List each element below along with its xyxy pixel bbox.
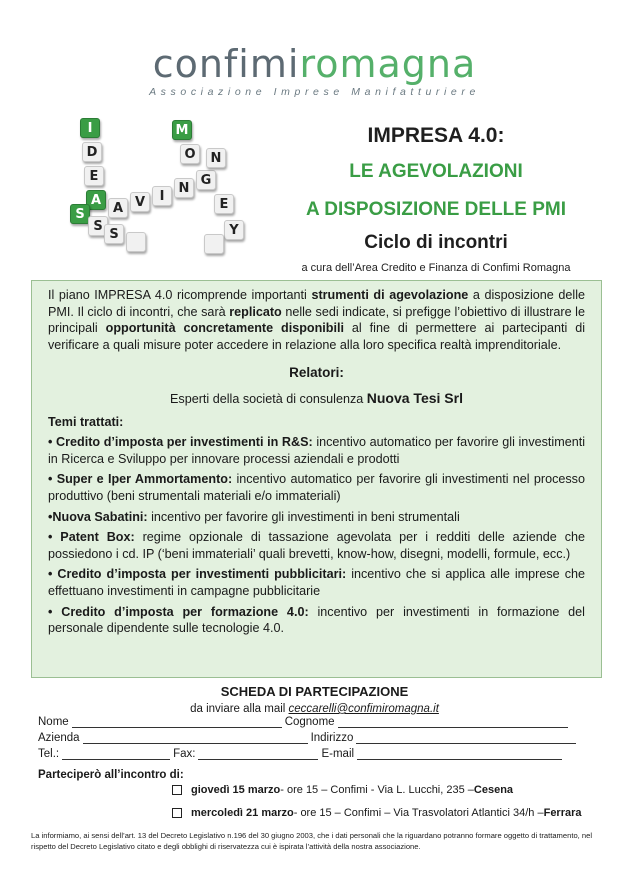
indirizzo-label: Indirizzo xyxy=(310,732,354,744)
tile-d: D xyxy=(82,142,102,162)
tile-m: M xyxy=(172,120,192,140)
topic-desc: incentivo per favorire gli investimenti in beni strumentali xyxy=(147,509,460,524)
tile-saving-g: G xyxy=(196,170,216,190)
topic-title: • Super e Iper Ammortamento: xyxy=(48,472,233,487)
topic-title: • Credito d’imposta per investimenti in R&S: xyxy=(48,435,313,450)
tile-o: O xyxy=(180,144,200,164)
intro-paragraph xyxy=(48,287,585,353)
option-city: Ferrara xyxy=(543,807,582,819)
registration-heading: SCHEDA DI PARTECIPAZIONE xyxy=(220,684,409,699)
tile-saving-a: A xyxy=(108,198,128,218)
tile-blank2 xyxy=(204,234,224,254)
intro-bold-3: opportunità concretamente disponibili xyxy=(105,321,344,336)
intro-text-3: nelle sedi indicate, si prefigge l’obiettivo di illustrare le principali xyxy=(48,304,585,336)
tile-blank1 xyxy=(126,232,146,252)
form-row-contacts xyxy=(38,748,598,760)
form-row-nome xyxy=(38,716,598,728)
registration-send-line xyxy=(0,703,629,715)
tile-s3: S xyxy=(104,224,124,244)
tile-n: N xyxy=(206,148,226,168)
azienda-field[interactable] xyxy=(83,733,308,744)
tile-e2: E xyxy=(214,194,234,214)
tile-e: E xyxy=(84,166,104,186)
tile-s: S xyxy=(70,204,90,224)
topic-desc: incentivo che si applica alle imprese che effettuano investimenti in campagne pubblicitarie xyxy=(48,567,585,598)
checkbox-cesena[interactable] xyxy=(172,785,182,795)
tile-saving-i: I xyxy=(152,186,172,206)
topic-title: • Patent Box: xyxy=(48,530,135,545)
intro-bold-2: replicato xyxy=(229,304,282,319)
topic-item xyxy=(48,471,585,504)
intro-text-1: Il piano IMPRESA 4.0 ricomprende importanti xyxy=(48,288,312,302)
logo-tagline: Associazione Imprese Manifatturiere xyxy=(149,86,480,98)
tile-a: A xyxy=(86,190,106,210)
email-label: E-mail xyxy=(321,748,355,760)
option-cesena[interactable] xyxy=(172,784,513,796)
subtitle-line-2: A DISPOSIZIONE DELLE PMI xyxy=(305,199,567,220)
option-date: giovedì 15 marzo xyxy=(191,784,281,796)
form-row-azienda xyxy=(38,732,598,744)
relatori-desc: Esperti della società di consulenza xyxy=(170,391,367,406)
relatori-text xyxy=(48,390,585,408)
event-type: Ciclo di incontri xyxy=(364,232,508,253)
logo-wordmark xyxy=(0,44,629,84)
email-field[interactable] xyxy=(357,749,562,760)
tile-y: Y xyxy=(224,220,244,240)
topic-item xyxy=(48,566,585,599)
option-city: Cesena xyxy=(473,784,514,796)
topic-title: •Nuova Sabatini: xyxy=(48,509,148,524)
fax-field[interactable] xyxy=(198,749,318,760)
topic-desc: incentivo automatico per favorire gli investimenti in Ricerca e Sviluppo per innovare processi aziendali e prodotti xyxy=(48,435,586,466)
registration-email-link[interactable]: ceccarelli@confimiromagna.it xyxy=(288,703,439,715)
topic-title: • Credito d’imposta per formazione 4.0: xyxy=(48,604,309,619)
tel-label: Tel.: xyxy=(38,748,60,760)
subtitle-line-1: LE AGEVOLAZIONI xyxy=(349,161,523,182)
logo-word-romagna: romagna xyxy=(299,42,477,86)
ideas-money-saving-illustration xyxy=(60,112,270,272)
cognome-field[interactable] xyxy=(338,717,568,728)
registration-form-header xyxy=(0,684,629,715)
fax-label: Fax: xyxy=(173,748,196,760)
topic-item xyxy=(48,434,585,467)
tile-saving-n: N xyxy=(174,178,194,198)
topic-desc: incentivo automatico per favorire gli investimenti nel processo produttivo (beni strumentali materiali e/o immateriali) xyxy=(48,472,585,503)
confimi-logo xyxy=(0,44,629,98)
checkbox-ferrara[interactable] xyxy=(172,808,182,818)
indirizzo-field[interactable] xyxy=(356,733,576,744)
topic-desc: regime opzionale di tassazione agevolata per i redditi delle aziende che possiedono i cd. IP (‘beni immateriali’ quali brevetti, know-how, disegni, modelli, formule, ecc.) xyxy=(48,530,586,561)
tile-s2: S xyxy=(88,216,108,236)
attendance-label: Parteciperò all’incontro di: xyxy=(38,769,184,781)
nome-label: Nome xyxy=(38,716,69,728)
azienda-label: Azienda xyxy=(38,732,80,744)
info-box xyxy=(31,280,602,678)
relatori-company: Nuova Tesi Srl xyxy=(366,389,463,406)
tile-saving-v: V xyxy=(130,192,150,212)
option-details: - ore 15 – Confimi – Via Trasvolatori Atlantici 34/h – xyxy=(293,807,544,819)
cognome-label: Cognome xyxy=(284,716,335,728)
tel-field[interactable] xyxy=(62,749,170,760)
organizer-line: a cura dell’Area Credito e Finanza di Confimi Romagna xyxy=(301,262,571,274)
topic-item xyxy=(48,509,585,526)
privacy-notice: La informiamo, ai sensi dell’art. 13 del Decreto Legislativo n.196 del 30 giugno 2003, che i dati personali che la riguardano potranno formare oggetto di trattamento, nel rispetto del Decreto Legislativo citato e degli obblighi di riservatezza cui è ispirata l’attività della nostra associazione. xyxy=(31,831,593,851)
intro-text-2: a disposizione delle PMI. Il ciclo di incontri, che sarà xyxy=(48,288,585,319)
nome-field[interactable] xyxy=(72,717,282,728)
topic-item xyxy=(48,529,585,562)
option-ferrara[interactable] xyxy=(172,807,582,819)
intro-text-4: al fine di permettere ai partecipanti di verificare a quali misure poter accedere in relazione alla loro specifica realtà imprenditoriale. xyxy=(48,321,586,352)
option-details: - ore 15 – Confimi - Via L. Lucchi, 235 – xyxy=(280,784,474,796)
intro-bold-1: strumenti di agevolazione xyxy=(311,288,469,302)
relatori-heading: Relatori: xyxy=(289,365,344,381)
logo-word-confimi: confimi xyxy=(152,42,300,86)
send-label: da inviare alla mail xyxy=(190,703,289,715)
topic-item xyxy=(48,604,585,637)
page-title: IMPRESA 4.0: xyxy=(367,124,505,147)
topic-title: • Credito d’imposta per investimenti pubblicitari: xyxy=(48,567,347,582)
temi-heading: Temi trattati: xyxy=(48,414,124,429)
tile-i: I xyxy=(80,118,100,138)
option-date: mercoledì 21 marzo xyxy=(191,807,294,819)
topic-desc: incentivo per investimenti in formazione del personale dipendente sulle tecnologie 4.0. xyxy=(48,604,585,636)
